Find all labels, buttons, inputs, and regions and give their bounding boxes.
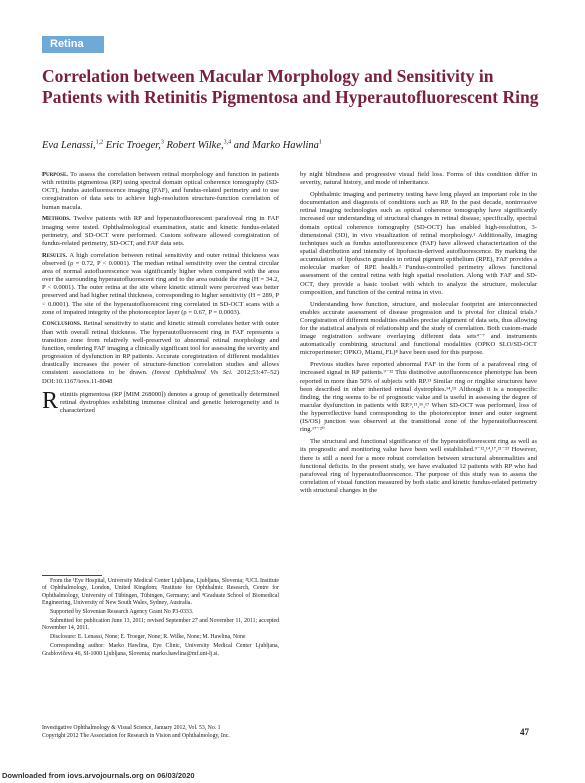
body-paragraph: The structural and functional significance of the hyperautofluorescent ring as well as its prognostic and monitoring value have been well established.⁹⁻¹²,¹⁴,¹⁷,²¹⁻²³ However, there is still a need for a more robust correlation between structural abnormalities and functional deficits. In the present study, we have evaluated 12 patients with RP who had parafoveal ring of hyperautofluorescence. The purpose of this study was to assess the correlation of visual function measured by both static and kinetic fundus-related perimetry with structural changes in the bbox=[300, 438, 537, 495]
footnote: Disclosure: E. Lenassi, None; E. Troeger, None; R. Wilke, None; M. Hawlina, None bbox=[50, 634, 246, 641]
author-affiliation-mark: 1 bbox=[318, 139, 322, 146]
section-label: Retina bbox=[42, 36, 104, 53]
purpose-text: To assess the correlation between retinal morphology and function in patients with retinitis pigmentosa (RP) using spectral domain optical coherence tomography (SD-OCT), fundus autofluorescence imaging (FAF), and fundus-related perimetry and to use coregistration of data sets to achieve high-resolution structure-function correlation of human macula. bbox=[42, 171, 279, 211]
body-paragraph: Ophthalmic imaging and perimetry testing have long played an important role in the documentation and diagnosis of conditions such as RP. In the past decade, noninvasive retinal imaging technologies such as optical coherence tomography have significantly increased our understanding of structural changes in retinal disease; specifically, spectral domain optical coherence tomography (SD-OCT) has enabled high-resolution, 3-dimensional (3D), in vivo visualization of retinal morphology.¹ Additionally, imaging techniques such as fundus autofluorescence (FAF) have allowed characterization of the spatial distribution and intensity of lipofuscin-derived autofluorescence. By marking the accumulation of lipofuscin granules in retinal pigment epithelium (RPE), FAF provides a molecular marker of RPE health.² Fundus-controlled perimetry allows functional assessment of the central retina with high spatial resolution. Along with FAF and SD-OCT, they provide a basic toolset with which to analyze the structure, molecular composition, and function of the central retina in vivo. bbox=[300, 190, 537, 296]
abstract-purpose bbox=[42, 171, 279, 212]
drop-cap: R bbox=[42, 387, 59, 414]
body-paragraph: Previous studies have reported abnormal FAF in the form of a parafoveal ring of increased signal in RP patients.⁹⁻¹² This distinctive autofluorescence phenotype has been reported in more than 50% of subjects with RP.¹³ Similar ring or ringlike structures have been described in other inherited retinal dystrophies.¹⁴,¹⁵ Although it is a nonspecific finding, the ring seems to be of prognostic value and is useful in assessing the degree of macular dysfunction in patients with RP.⁹,¹¹,¹⁶,¹⁷ When SD-OCT was performed, loss of the hyperreflective band corresponding to the photoreceptor inner and outer segment (IS/OS) junction was observed at the transitional zone of the hyperautofluorescent ring.¹⁷⁻²⁰ bbox=[300, 361, 537, 434]
author-name: Eva Lenassi, bbox=[42, 140, 96, 151]
journal-info bbox=[42, 725, 542, 740]
left-column bbox=[42, 171, 279, 419]
body-paragraph: Understanding how function, structure, and molecular footprint are interconnected enables accurate assessment of disease progression and is pivotal for clinical trials.³ Coregistration of different modalities enables precise alignment of data sets, thus allowing for the statistical analysis of relationship and the study of correlation. Both custom-made image registration software overlaying different data sets⁴⁻⁷ and instruments automatically combining structural and functional modalities (OPKO SLO/SD-OCT microperimeter; OPKO, Miami, FL)⁸ have been used for this purpose. bbox=[300, 300, 537, 357]
download-notice: Downloaded from iovs.arvojournals.org on 06/03/2020 bbox=[2, 771, 195, 780]
citation-doi: 2012;53:47–52) DOI:10.1167/iovs.11-8048 bbox=[42, 369, 279, 385]
conclusions-label: Conclusions. bbox=[42, 320, 82, 328]
body-paragraph: by night blindness and progressive visual field loss. Forms of this condition differ in severity, natural history, and mode of inheritance. bbox=[300, 171, 537, 187]
author-affiliation-mark: 1,2 bbox=[95, 139, 104, 146]
footnote: Submitted for publication June 13, 2011; revised September 27 and November 11, 2011; accepted November 14, 2011. bbox=[42, 618, 279, 632]
author-list bbox=[42, 140, 542, 151]
author-affiliation-mark: 3 bbox=[160, 139, 164, 146]
footnote: Corresponding author: Marko Hawlina, Eye Clinic, University Medical Center Ljubljana, Grablovičeva 46, SI-1000 Ljubljana, Slovenia; marko.hawlina@mf.uni-lj.si. bbox=[42, 643, 279, 657]
results-label: Results. bbox=[42, 251, 68, 259]
article-title: Correlation between Macular Morphology and Sensitivity in Patients with Retinitis Pigmentosa and Hyperautofluorescent Ring bbox=[42, 66, 539, 107]
abstract-conclusions bbox=[42, 320, 279, 385]
footnote: From the ¹Eye Hospital, University Medical Center Ljubljana, Ljubljana, Slovenia; ²UCL Institute of Ophthalmology, London, United Kingdom; ³Institute for Ophthalmic Research, Centre for Ophthalmology, University of Tübingen, Tübingen, Germany; and ⁴Graduate School of Biomedical Engineering, University of New South Wales, Sydney, Australia. bbox=[42, 578, 279, 607]
conclusions-text: Retinal sensitivity to static and kinetic stimuli correlates better with outer than with overall retinal thickness. The hyperautofluorescent ring in FAF represents a transition zone from relatively well-preserved to abnormal retinal morphology and function, rendering FAF imaging a clinically significant tool for assessing the severity and progression of dysfunction in RP patients. Accurate coregistration of different modalities drastically increases the power of structure-function correlation studies and allows consistent associations to be drawn. bbox=[42, 320, 279, 377]
methods-text: Twelve patients with RP and hyperautofluorescent parafoveal ring in FAF imaging were tested. Ophthalmological examination, static and kinetic fundus-related perimetry, and SD-OCT were performed. Custom software allowed coregistration of fundus-related perimetry, SD-OCT, and FAF data sets. bbox=[42, 215, 279, 247]
results-text: A high correlation between retinal sensitivity and outer retinal thickness was observed (ρ = 0.72, P < 0.0001). The median retinal sensitivity over the central circular area of normal autofluorescence was significantly higher when compared with the area over the surrounding hyperautofluorescent ring and to the area outside the ring (H = 34.2, P < 0.0001). The outer retina at the site where kinetic stimuli were perceived was better preserved and had higher retinal thickness, corresponding to higher sensitivity (H = 289, P < 0.0001). The site of the hyperautofluorescent ring correlated in SD-OCT scans with a zone of impaired integrity of the photoreceptor layer (ρ = 0.67, P = 0.0003). bbox=[42, 251, 279, 316]
author-name: Robert Wilke, bbox=[166, 140, 224, 151]
footnotes bbox=[42, 578, 279, 660]
intro-text: etinitis pigmentosa (RP [MIM 268000]) denotes a group of genetically determined retinal dystrophies exhibiting immense clinical and genetic heterogeneity and is characterized bbox=[60, 390, 279, 414]
methods-label: Methods. bbox=[42, 215, 71, 223]
copyright-line: Copyright 2012 The Association for Research in Vision and Ophthalmology, Inc. bbox=[42, 732, 230, 739]
purpose-label: Purpose. bbox=[42, 171, 68, 178]
abstract-results bbox=[42, 252, 279, 317]
footnote: Supported by Slovenian Research Agency Grant No P3-0333. bbox=[50, 609, 194, 616]
right-column bbox=[300, 171, 537, 499]
author-name: Eric Troeger, bbox=[105, 140, 161, 151]
author-name: Marko Hawlina bbox=[252, 140, 319, 151]
author-separator: and bbox=[231, 140, 253, 151]
journal-line: Investigative Ophthalmology & Visual Science, January 2012, Vol. 53, No. 1 bbox=[42, 725, 221, 731]
author-affiliation-mark: 3,4 bbox=[223, 139, 232, 146]
intro-paragraph bbox=[42, 387, 279, 415]
footnote-rule bbox=[42, 575, 102, 576]
page-number: 47 bbox=[520, 727, 529, 737]
abstract-methods bbox=[42, 215, 279, 248]
citation-journal: (Invest Ophthalmol Vis Sci. bbox=[152, 369, 233, 377]
